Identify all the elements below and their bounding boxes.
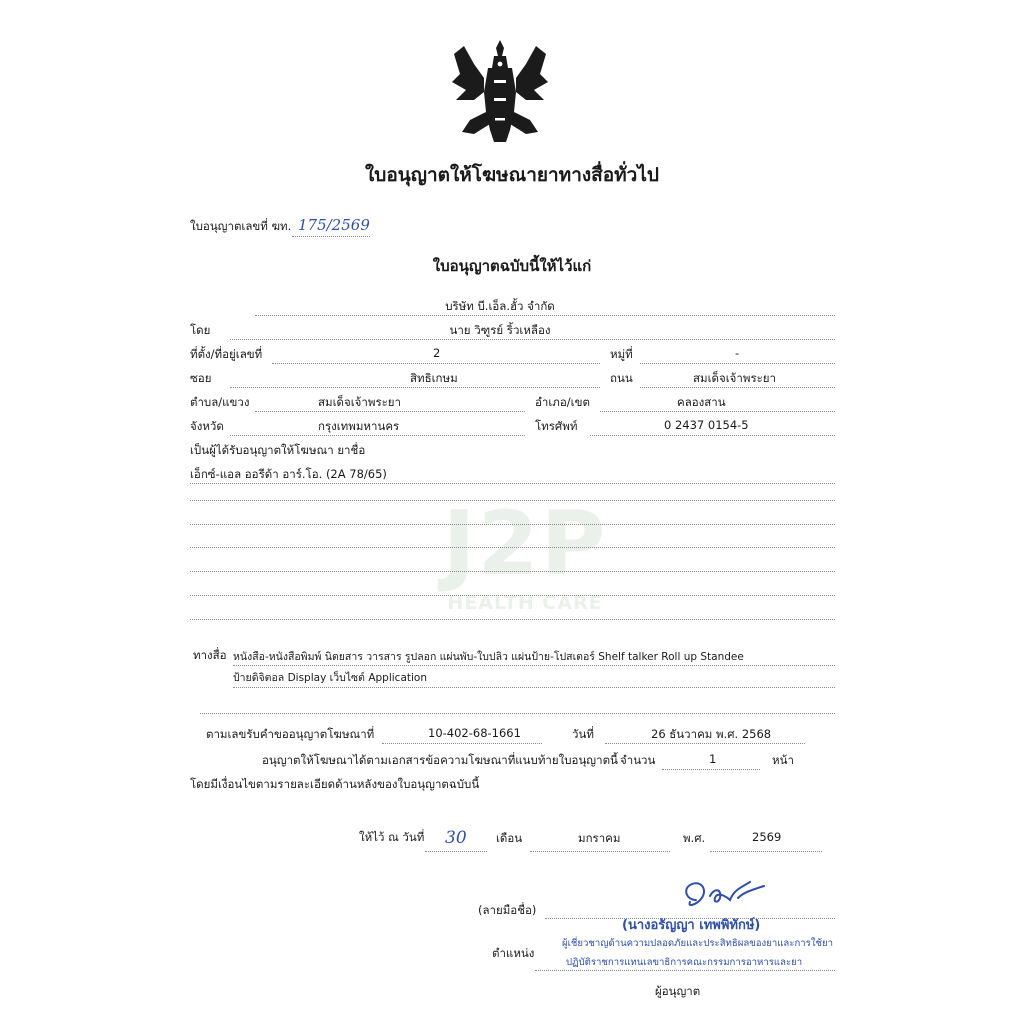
road-label: ถนน [610,371,633,385]
by-line [230,339,835,340]
given-day-label: ให้ไว้ ณ วันที่ [359,830,425,844]
request-date-label: วันที่ [572,727,594,741]
blank-line [200,713,835,714]
month-label: เดือน [496,831,523,845]
request-number-line [382,743,542,744]
district-line [600,411,835,412]
soi-line [230,387,600,388]
signer-name: (นางอรัญญา เทพพิทักษ์) [622,918,761,933]
subdistrict-label: ตำบล/แขวง [190,395,250,409]
garuda-emblem-icon [444,34,556,146]
soi-label: ซอย [190,371,212,385]
position-line-2: ปฏิบัติราชการแทนเลขาธิการคณะกรรมการอาหารและยา [566,957,803,968]
issued-to-heading: ใบอนุญาตฉบับนี้ให้ไว้แก่ [432,257,592,275]
subdistrict-line [255,411,525,412]
media-label: ทางสื่อ [193,648,227,662]
road-line [640,387,835,388]
count-value: 1 [709,752,717,766]
by-value: นาย วิฑูรย์ ริ้วเหลือง [449,323,551,337]
request-date-line [605,743,805,744]
blank-line [190,571,835,572]
given-day-line [425,851,487,852]
phone-label: โทรศัพท์ [535,419,578,433]
media-line-1: หนังสือ-หนังสือพิมพ์ นิตยสาร วารสาร รูปลอก แผ่นพับ-ใบปลิว แผ่นป้าย-โปสเตอร์ Shelf talker Roll up Standee [233,651,744,663]
request-number-value: 10-402-68-1661 [428,726,521,740]
blank-line [190,483,835,484]
blank-line [190,500,835,501]
position-line-1: ผู้เชี่ยวชาญด้านความปลอดภัยและประสิทธิผลของยาและการใช้ยา [562,938,834,949]
blank-line [190,619,835,620]
company-name: บริษัท บี.เอ็ล.ฮั้ว จำกัด [445,299,555,313]
district-value: คลองสาน [677,395,726,409]
media-line [233,687,835,688]
road-value: สมเด็จเจ้าพระยา [693,371,776,385]
moo-value: - [735,346,740,360]
drug-value: เอ็กซ์-แอล ออรีด้า อาร์.โอ. (2A 78/65) [190,467,387,481]
year-line [710,851,822,852]
position-label: ตำแหน่ง [492,946,535,960]
count-label: จำนวน [620,753,656,767]
blank-line [190,595,835,596]
condition-text: โดยมีเงื่อนไขตามรายละเอียดด้านหลังของใบอนุญาตฉบับนี้ [190,777,480,791]
watermark [420,492,630,614]
year-value: 2569 [752,830,782,844]
media-line-2: ป้ายดิจิตอล Display เว็บไซต์ Application [233,672,428,684]
district-label: อำเภอ/เขต [535,395,590,409]
province-label: จังหวัด [190,419,224,433]
licensor-label: ผู้อนุญาต [655,984,701,998]
allow-text: อนุญาตให้โฆษณาได้ตามเอกสารข้อความโฆษณาที่แนบท้ายใบอนุญาตนี้ [262,753,618,767]
blank-line [190,524,835,525]
address-number-line [272,363,600,364]
watermark-logo-text: J2P [442,492,608,595]
province-value: กรุงเทพมหานคร [318,419,400,433]
company-line [255,315,835,316]
signature-label: (ลายมือชื่อ) [478,903,537,917]
by-label: โดย [190,323,211,337]
year-label: พ.ศ. [683,831,706,845]
province-line [230,435,525,436]
moo-line [640,363,835,364]
address-number-value: 2 [433,346,441,360]
soi-value: สิทธิเกษม [410,371,458,385]
drug-label: เป็นผู้ได้รับอนุญาตให้โฆษณา ยาชื่อ [190,443,366,457]
license-number-line [292,236,370,237]
month-line [530,851,670,852]
page-label: หน้า [772,753,794,767]
license-number-label: ใบอนุญาตเลขที่ ฆท. [190,219,292,233]
count-line [662,769,760,770]
phone-line [590,435,835,436]
position-line [535,970,835,971]
given-day-value: 30 [445,828,467,848]
watermark-tagline: HEALTH CARE [447,592,603,614]
blank-line [190,547,835,548]
license-number-value: 175/2569 [298,216,370,234]
media-line [233,665,835,666]
subdistrict-value: สมเด็จเจ้าพระยา [318,395,401,409]
phone-value: 0 2437 0154-5 [664,418,749,432]
moo-label: หมู่ที่ [610,347,633,361]
request-number-label: ตามเลขรับคำขออนุญาตโฆษณาที่ [206,727,375,741]
document-title: ใบอนุญาตให้โฆษณายาทางสื่อทั่วไป [365,164,659,186]
request-date-value: 26 ธันวาคม พ.ศ. 2568 [651,727,772,741]
address-number-label: ที่ตั้ง/ที่อยู่เลขที่ [190,347,263,361]
handwritten-signature [680,878,776,916]
month-value: มกราคม [578,831,621,845]
